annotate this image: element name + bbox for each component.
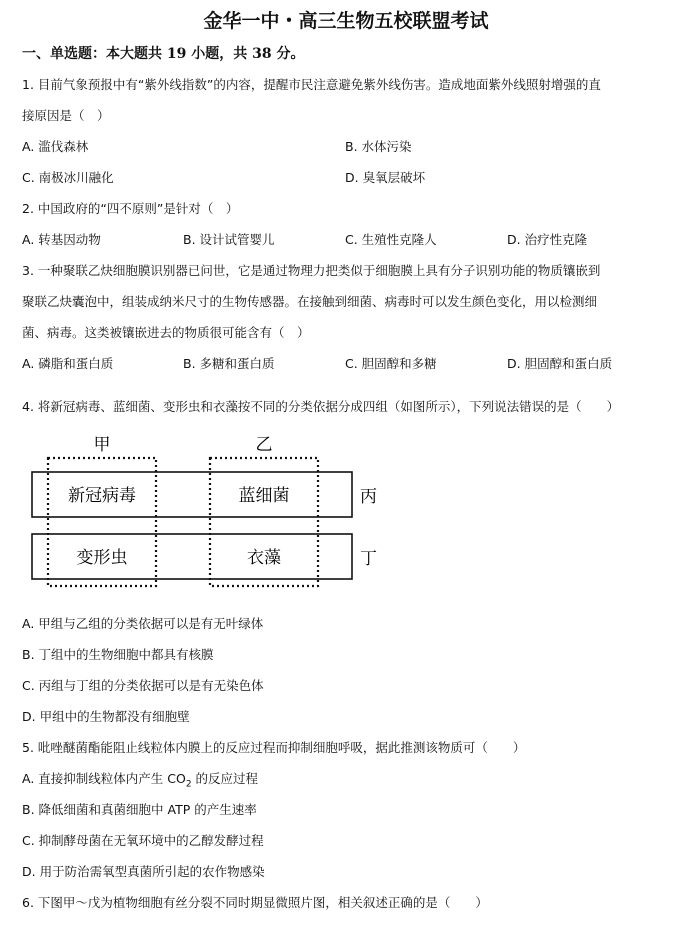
cell-amoeba: 变形虫 bbox=[76, 548, 128, 568]
q5-option-a-pre: A. 直接抑制线粒体内产生 CO bbox=[22, 771, 186, 786]
exam-title: 金华一中・高三生物五校联盟考试 bbox=[203, 10, 489, 32]
q1-option-a: A. 滥伐森林 bbox=[22, 139, 89, 154]
q5-option-c: C. 抑制酵母菌在无氧环境中的乙醇发酵过程 bbox=[22, 833, 264, 848]
q5-option-b: B. 降低细菌和真菌细胞中 ATP 的产生速率 bbox=[22, 802, 257, 817]
label-ding: 丁 bbox=[360, 549, 377, 569]
label-yi: 乙 bbox=[255, 435, 273, 455]
q4-option-a: A. 甲组与乙组的分类依据可以是有无叶绿体 bbox=[22, 616, 264, 631]
label-bing: 丙 bbox=[360, 487, 377, 507]
section-heading: 一、单选题：本大题共 19 小题，共 38 分。 bbox=[22, 46, 305, 62]
q3-option-a: A. 磷脂和蛋白质 bbox=[22, 356, 114, 371]
q4-option-c: C. 丙组与丁组的分类依据可以是有无染色体 bbox=[22, 678, 264, 693]
q3-stem-line1: 3. 一种聚联乙炔细胞膜识别器已问世，它是通过物理力把类似于细胞膜上具有分子识别功能的物质镶嵌到 bbox=[22, 263, 601, 278]
label-jia: 甲 bbox=[93, 435, 111, 455]
q1-option-c: C. 南极冰川融化 bbox=[22, 170, 114, 185]
q1-option-b: B. 水体污染 bbox=[345, 139, 412, 154]
q3-stem-line3: 菌、病毒。这类被镶嵌进去的物质很可能含有（ ） bbox=[22, 325, 310, 340]
cell-cyanobacteria: 蓝细菌 bbox=[238, 486, 290, 506]
q4-stem: 4. 将新冠病毒、蓝细菌、变形虫和衣藻按不同的分类依据分成四组（如图所示），下列说法错误的是（ ） bbox=[22, 399, 620, 414]
cell-covid: 新冠病毒 bbox=[68, 486, 136, 506]
q2-option-d: D. 治疗性克隆 bbox=[507, 232, 588, 247]
q5-stem: 5. 吡唑醚菌酯能阻止线粒体内膜上的反应过程而抑制细胞呼吸，据此推测该物质可（ ） bbox=[22, 740, 526, 755]
q1-stem-line2: 接原因是（ ） bbox=[22, 108, 110, 123]
q4-option-b: B. 丁组中的生物细胞中都具有核膜 bbox=[22, 647, 214, 662]
q4-option-d: D. 甲组中的生物都没有细胞壁 bbox=[22, 709, 190, 724]
q3-option-c: C. 胆固醇和多糖 bbox=[345, 356, 437, 371]
q3-option-b: B. 多糖和蛋白质 bbox=[183, 356, 275, 371]
cell-chlamydomonas: 衣藻 bbox=[247, 548, 281, 568]
q3-option-d: D. 胆固醇和蛋白质 bbox=[507, 356, 613, 371]
q5-option-a-sub: 2 bbox=[185, 779, 192, 790]
q1-option-d: D. 臭氧层破坏 bbox=[345, 170, 426, 185]
q1-stem-line1: 1. 目前气象预报中有“紫外线指数”的内容，提醒市民注意避免紫外线伤害。造成地面紫外线照射增强的直 bbox=[22, 77, 601, 92]
q2-option-a: A. 转基因动物 bbox=[22, 232, 101, 247]
classification-diagram bbox=[22, 428, 402, 588]
q6-stem: 6. 下图甲～戊为植物细胞有丝分裂不同时期显微照片图，相关叙述正确的是（ ） bbox=[22, 895, 488, 910]
q5-option-a bbox=[22, 770, 258, 794]
q5-option-a-post: 的反应过程 bbox=[191, 771, 259, 786]
q3-stem-line2: 聚联乙炔囊泡中，组装成纳米尺寸的生物传感器。在接触到细菌、病毒时可以发生颜色变化，用以检测细 bbox=[22, 294, 598, 309]
q5-option-d: D. 用于防治需氧型真菌所引起的农作物感染 bbox=[22, 864, 265, 879]
q2-option-b: B. 设计试管婴儿 bbox=[183, 232, 275, 247]
q2-option-c: C. 生殖性克隆人 bbox=[345, 232, 437, 247]
q2-stem: 2. 中国政府的“四不原则”是针对（ ） bbox=[22, 201, 239, 216]
